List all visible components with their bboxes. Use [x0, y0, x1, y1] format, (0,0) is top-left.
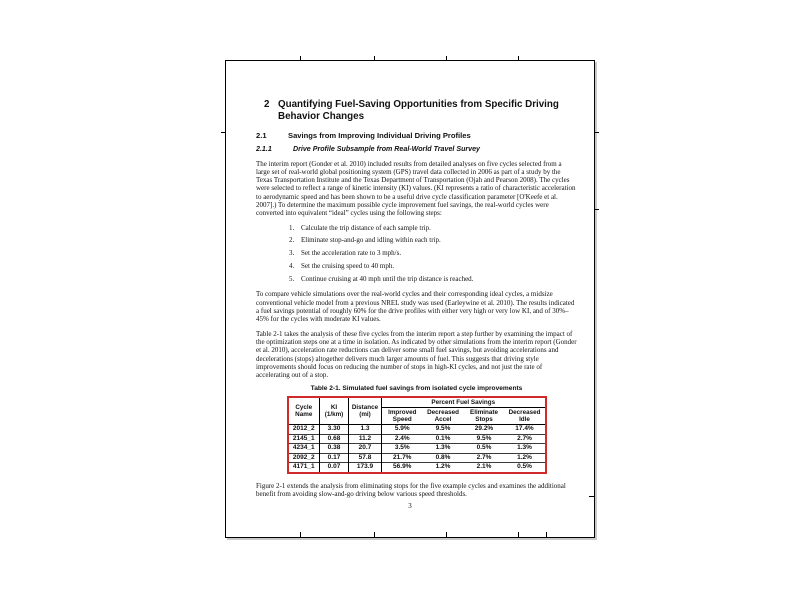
savings-table-body: [288, 425, 546, 473]
tick-mark: [446, 56, 447, 61]
table-cell: 1.3: [349, 425, 382, 435]
table-row: [288, 453, 546, 463]
paragraph-simulation-results: To compare vehicle simulations over the real-world cycles and their corresponding ideal cycles, a midsize conventional vehicle model from a previous NREL study was used (Earleywine et al. 2010). The results indicated a fuel savings potential of roughly 60% for the drive profiles with either very high or very low KI, and of 30%–45% for the cycles with moderate KI values.: [256, 290, 575, 324]
table-row: [288, 444, 546, 454]
list-item: [256, 275, 577, 283]
table-cell: 0.38: [320, 444, 349, 454]
paragraph-intro: The interim report (Gonder et al. 2010) included results from detailed analyses on five cycles selected from a large set of real-world global positioning system (GPS) travel data collected in 2006 as part of a study by the Texas Transportation Institute and the Texas Department of Transportation (Ojah and Pearson 2008). The cycles were selected to reflect a range of kinetic intensity (KI) values. (KI represents a ratio of characteristic acceleration to aerodynamic speed and has been shown to be a useful drive cycle classification parameter [O'Keefe et al. 2007].) To determine the maximum possible cycle improvement fuel savings, the real-world cycles were converted into equivalent “ideal” cycles using the following steps:: [256, 159, 576, 218]
section-heading: [256, 131, 577, 140]
sub-column-header: Improved Speed: [382, 408, 423, 425]
list-item-marker: 4.: [289, 262, 295, 271]
table-row: [288, 434, 546, 444]
table-cell: 17.4%: [515, 425, 534, 433]
table-cell: 56.9%: [382, 463, 423, 473]
tick-mark: [300, 532, 301, 537]
table-cell: 0.1%: [423, 434, 464, 444]
table-cell: 9.5%: [464, 434, 505, 444]
table-cell: 1.3%: [505, 444, 546, 454]
table-cell: 5.9%: [394, 425, 410, 433]
paragraph-figure-reference: Figure 2-1 extends the analysis from eliminating stops for the five example cycles and examines the additional benefit from avoiding slow-and-go driving below various speed thresholds.: [256, 481, 566, 499]
page-content: [226, 61, 594, 499]
table-cell: 2092_2: [288, 453, 320, 463]
list-item: [256, 262, 577, 270]
list-item-text: Continue cruising at 40 mph until the trip distance is reached.: [301, 275, 474, 284]
list-item-text: Calculate the trip distance of each sample trip.: [301, 223, 431, 232]
table-caption: Table 2-1. Simulated fuel savings from isolated cycle improvements: [310, 385, 523, 393]
chapter-title: Quantifying Fuel-Saving Opportunities from Specific Driving Behavior Changes: [278, 99, 559, 122]
table-cell: 1.2%: [423, 463, 464, 473]
list-item-marker: 2.: [289, 236, 295, 245]
table-cell: 29.2%: [474, 425, 494, 433]
chapter-heading: [264, 99, 577, 122]
list-item: [256, 224, 577, 232]
table-cell: 173.9: [349, 463, 382, 473]
table-cell: 0.68: [320, 434, 349, 444]
table-cell: 3.5%: [382, 444, 423, 454]
tick-mark: [221, 132, 226, 133]
table-cell: 0.17: [320, 453, 349, 463]
subsection-number: 2.1.1: [256, 145, 272, 153]
table-cell: 1.2%: [505, 453, 546, 463]
table-cell: 21.7%: [382, 453, 423, 463]
list-item: [256, 249, 577, 257]
table-cell: 20.7: [349, 444, 382, 454]
table-cell: 2.4%: [382, 434, 423, 444]
list-item-marker: 5.: [289, 275, 295, 284]
column-header-distance: Distance (mi): [349, 397, 382, 425]
section-number: 2.1: [256, 131, 267, 140]
column-group-header: Percent Fuel Savings: [382, 397, 546, 408]
table-cell: 1.3%: [423, 444, 464, 454]
table-cell: 4171_1: [288, 463, 320, 473]
page-number: 3: [408, 502, 412, 510]
sub-column-header: Decreased Accel: [423, 408, 464, 425]
tick-mark: [518, 56, 519, 61]
table-row: [288, 425, 546, 435]
ideal-cycle-steps-list: [256, 224, 577, 284]
tick-mark: [374, 532, 375, 537]
table-cell: 57.8: [349, 453, 382, 463]
table-cell: 0.07: [320, 463, 349, 473]
tick-mark: [300, 56, 301, 61]
tick-mark: [546, 532, 547, 537]
table-cell: 2.1%: [464, 463, 505, 473]
list-item-text: Set the acceleration rate to 3 mph/s.: [301, 249, 402, 258]
savings-table-header: [288, 397, 546, 425]
tick-mark: [446, 532, 447, 537]
column-header-cycle-name: Cycle Name: [288, 397, 320, 425]
table-cell: 11.2: [349, 434, 382, 444]
subsection-title: Drive Profile Subsample from Real-World Travel Survey: [293, 145, 480, 153]
table-cell: 9.5%: [435, 425, 451, 433]
table-cell: 3.30: [320, 425, 349, 435]
chapter-number: 2: [264, 99, 270, 110]
table-cell: 0.8%: [423, 453, 464, 463]
subsection-heading: [256, 145, 577, 154]
table-cell: 2.7%: [505, 434, 546, 444]
tick-mark: [518, 532, 519, 537]
table-cell: 2145_1: [288, 434, 320, 444]
list-item-marker: 1.: [289, 223, 295, 232]
list-item-text: Set the cruising speed to 40 mph.: [301, 262, 395, 271]
list-item: [256, 236, 577, 244]
table-row: [288, 463, 546, 473]
table-cell: 0.5%: [505, 463, 546, 473]
table-cell: 0.5%: [464, 444, 505, 454]
tick-mark: [374, 56, 375, 61]
list-item-marker: 3.: [289, 249, 295, 258]
table-cell: 4234_1: [288, 444, 320, 454]
section-title: Savings from Improving Individual Driving Profiles: [288, 131, 471, 140]
paragraph-table-discussion: Table 2-1 takes the analysis of these five cycles from the interim report a step further by examining the impact of the optimization steps one at a time in isolation. As indicated by other simulations from the interim report (Gonder et al. 2010), acceleration rate reductions can deliver some small fuel savings, but avoiding accelerations and decelerations (stops) altogether delivers much larger amounts of fuel. This suggests that driving style improvements should focus on reducing the number of stops in high-KI cycles, and not just the rate of accelerating out of a stop.: [256, 329, 577, 380]
tick-mark: [589, 496, 594, 497]
tick-mark: [594, 132, 599, 133]
column-header-ki: KI (1/km): [320, 397, 349, 425]
table-cell: 2.7%: [464, 453, 505, 463]
savings-table: [287, 396, 547, 474]
sub-column-header: Decreased Idle: [505, 408, 546, 425]
list-item-text: Eliminate stop-and-go and idling within each trip.: [301, 236, 441, 245]
table-cell: 2012_2: [288, 425, 320, 435]
document-page: [225, 60, 595, 538]
sub-column-header: Eliminate Stops: [464, 408, 505, 425]
tick-mark: [594, 209, 599, 210]
